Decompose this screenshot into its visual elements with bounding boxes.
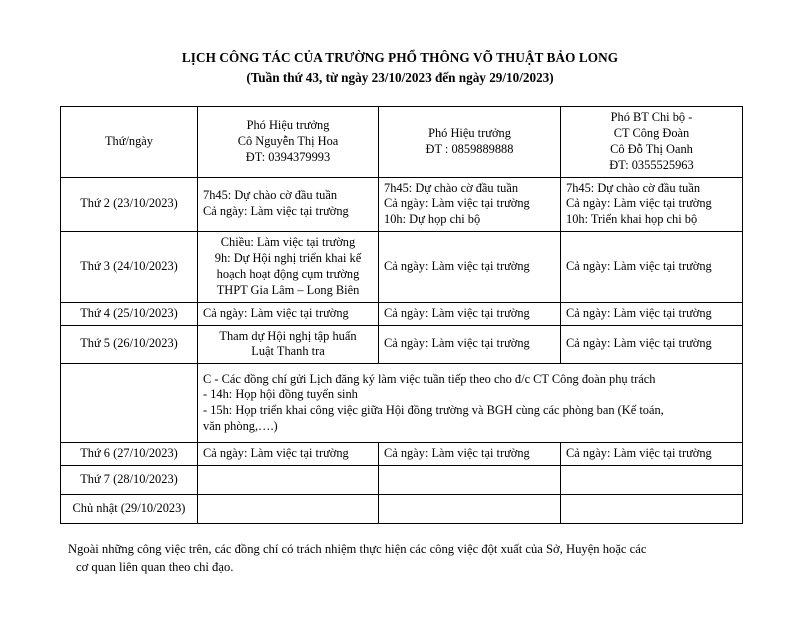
header-vice-principal-phone (379, 107, 561, 178)
task-line: Cả ngày: Làm việc tại trường (203, 305, 349, 320)
task-cell (198, 325, 379, 364)
header-cell-line: Phó Hiệu trưởng (428, 125, 511, 140)
task-cell (379, 232, 561, 303)
note-line: - 14h: Họp hội đồng tuyển sinh (203, 387, 358, 402)
task-cell (379, 302, 561, 325)
task-cell (561, 495, 743, 524)
task-line: 10h: Triển khai họp chi bộ (566, 212, 698, 227)
task-cell (561, 466, 743, 495)
task-line: hoạch hoạt động cụm trường (216, 266, 360, 281)
header-cell-line: ĐT: 0394379993 (245, 149, 331, 164)
day-label: Chủ nhật (29/10/2023) (61, 495, 198, 524)
day-label-empty (61, 364, 198, 443)
task-line: 7h45: Dự chào cờ đầu tuần (384, 180, 519, 195)
task-line: Cả ngày: Làm việc tại trường (384, 305, 530, 320)
task-line: Cả ngày: Làm việc tại trường (566, 336, 712, 351)
table-header (61, 107, 743, 178)
task-cell (379, 466, 561, 495)
task-line: Cả ngày: Làm việc tại trường (566, 446, 712, 461)
task-line: 7h45: Dự chào cờ đầu tuần (203, 188, 338, 203)
day-label: Thứ 5 (26/10/2023) (61, 325, 198, 364)
footer-note (0, 524, 800, 577)
task-cell (379, 325, 561, 364)
day-label: Thứ 3 (24/10/2023) (61, 232, 198, 303)
header-day-column: Thứ/ngày (61, 107, 198, 178)
day-label: Thứ 4 (25/10/2023) (61, 302, 198, 325)
task-line: Cả ngày: Làm việc tại trường (566, 305, 712, 320)
note-line: - 15h: Họp triển khai công việc giữa Hội đồng trường và BGH cùng các phòng ban (Kế toán, (203, 403, 664, 418)
header-cell-line: Phó BT Chi bộ - (610, 110, 693, 124)
header-cell-line: ĐT : 0859889888 (425, 141, 514, 156)
header-cell-line: Cô Đỗ Thị Oanh (610, 141, 693, 156)
schedule-table (60, 106, 743, 524)
task-line: Cả ngày: Làm việc tại trường (384, 446, 530, 461)
task-line: 9h: Dự Hội nghị triển khai kế (214, 251, 362, 265)
task-line: Cả ngày: Làm việc tại trường (384, 258, 530, 273)
task-line: Tham dự Hội nghị tập huấn (219, 328, 357, 343)
task-cell (561, 302, 743, 325)
header-cell-line: Cô Nguyễn Thị Hoa (237, 133, 339, 148)
task-cell (561, 443, 743, 466)
task-cell (198, 177, 379, 232)
task-cell (561, 232, 743, 303)
table-row (61, 443, 743, 466)
table-row (61, 177, 743, 232)
task-cell (198, 466, 379, 495)
table-row (61, 466, 743, 495)
task-line: 7h45: Dự chào cờ đầu tuần (566, 180, 701, 195)
task-line: Luật Thanh tra (251, 344, 325, 359)
note-line: văn phòng,….) (203, 419, 278, 434)
note-line: C - Các đồng chí gửi Lịch đăng ký làm việc tuần tiếp theo cho đ/c CT Công đoàn phụ trách (203, 371, 656, 386)
table-row (61, 325, 743, 364)
task-line: Cả ngày: Làm việc tại trường (384, 196, 530, 211)
task-line: Cả ngày: Làm việc tại trường (203, 204, 349, 219)
task-line: Chiều: Làm việc tại trường (220, 235, 356, 250)
day-label: Thứ 2 (23/10/2023) (61, 177, 198, 232)
task-cell (379, 443, 561, 466)
task-line: THPT Gia Lâm – Long Biên (216, 282, 360, 297)
task-cell (198, 302, 379, 325)
header-party-deputy-oanh (561, 107, 743, 178)
task-cell (379, 177, 561, 232)
task-line: Cả ngày: Làm việc tại trường (203, 446, 349, 461)
table-row (61, 495, 743, 524)
footer-note-line: cơ quan liên quan theo chỉ đạo. (76, 560, 234, 575)
task-cell (198, 232, 379, 303)
footer-note-line: Ngoài những công việc trên, các đồng chí có trách nhiệm thực hiện các công việc đột xuất của Sở, Huyện hoặc các (68, 542, 647, 557)
table-header-row (61, 107, 743, 178)
header-cell-line: CT Công Đoàn (613, 125, 690, 140)
table-row (61, 302, 743, 325)
page-title: LỊCH CÔNG TÁC CỦA TRƯỜNG PHỔ THÔNG VÕ THUẬT BẢO LONG (181, 50, 619, 65)
task-cell (198, 495, 379, 524)
table-body (61, 177, 743, 524)
day-label: Thứ 6 (27/10/2023) (61, 443, 198, 466)
header-cell-line: Phó Hiệu trưởng (246, 117, 330, 132)
schedule-table-wrap (0, 86, 800, 524)
task-line: Cả ngày: Làm việc tại trường (384, 336, 530, 351)
weekly-note-cell (198, 364, 743, 443)
task-cell (379, 495, 561, 524)
table-row-note (61, 364, 743, 443)
day-label: Thứ 7 (28/10/2023) (61, 466, 198, 495)
page-subtitle: (Tuần thứ 43, từ ngày 23/10/2023 đến ngày 29/10/2023) (246, 69, 554, 85)
header-cell-line: ĐT: 0355525963 (609, 157, 694, 172)
task-line: 10h: Dự họp chi bộ (384, 212, 481, 227)
task-cell (561, 325, 743, 364)
header-vice-principal-hoa (198, 107, 379, 178)
task-cell (561, 177, 743, 232)
table-row (61, 232, 743, 303)
task-line: Cả ngày: Làm việc tại trường (566, 196, 712, 211)
task-line: Cả ngày: Làm việc tại trường (566, 258, 712, 273)
task-cell (198, 443, 379, 466)
